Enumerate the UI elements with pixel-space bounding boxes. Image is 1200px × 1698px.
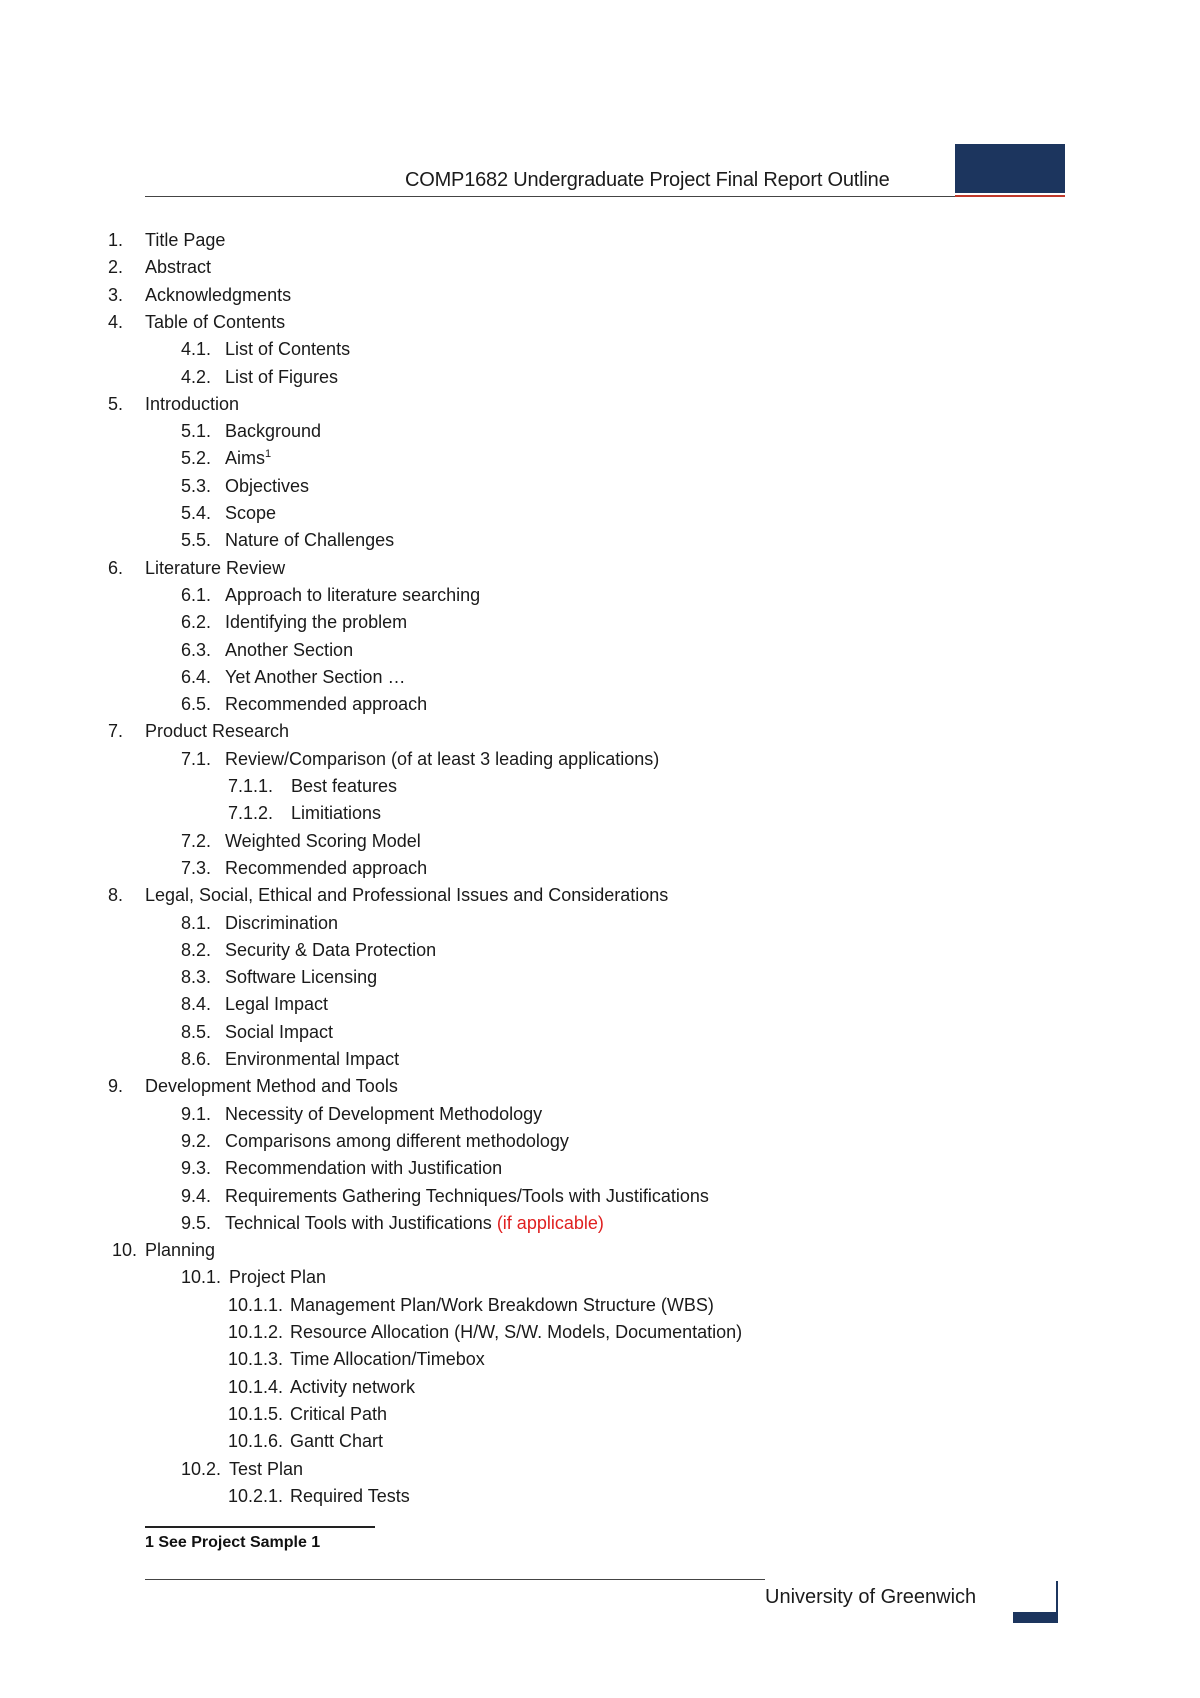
outline-item-number: 9.1.: [181, 1103, 212, 1124]
outline-item-title: Abstract: [145, 257, 212, 278]
page-header-title: COMP1682 Undergraduate Project Final Report Outline: [405, 169, 890, 191]
outline-item-title: Legal Impact: [225, 994, 329, 1015]
outline-item: [181, 609, 407, 636]
outline-item-title: List of Contents: [225, 339, 351, 360]
outline-item-number: 10.1.2.: [228, 1322, 284, 1342]
header-accent-block: [955, 144, 1065, 193]
outline-item: [108, 1073, 398, 1100]
outline-item-title: Nature of Challenges: [225, 530, 395, 551]
outline-item-number: 8.3.: [181, 967, 212, 988]
outline-item: [181, 473, 309, 500]
outline-item: [181, 1210, 604, 1237]
footnote: 1 See Project Sample 1: [145, 1534, 321, 1551]
footer-rule: [145, 1579, 765, 1580]
outline-item-number: 10.2.1.: [228, 1485, 284, 1506]
footer-university: University of Greenwich: [765, 1586, 977, 1608]
outline-item-title: Product Research: [145, 721, 290, 742]
outline-item-number: 10.1.4.: [228, 1376, 284, 1397]
outline-item-title: Scope: [225, 503, 277, 523]
outline-item-number: 3.: [108, 284, 124, 305]
outline-item-title: Weighted Scoring Model: [225, 830, 421, 851]
outline-item-number: 4.2.: [181, 366, 212, 387]
outline-item-title: Yet Another Section …: [225, 666, 406, 687]
outline-item: [181, 937, 436, 964]
outline-item: [181, 1155, 502, 1182]
outline-item: [228, 800, 381, 827]
outline-item: [181, 1264, 326, 1291]
outline-item-number: 5.1.: [181, 421, 212, 442]
outline-item-number: 4.: [108, 311, 124, 332]
outline-item-title: Environmental Impact: [225, 1049, 400, 1069]
outline-item-number: 6.3.: [181, 639, 212, 660]
outline-item: [108, 254, 211, 281]
outline-item-number: 8.6.: [181, 1049, 212, 1069]
outline-item-title: Gantt Chart: [290, 1431, 384, 1452]
outline-item-title: Another Section: [225, 639, 354, 660]
outline-item: [228, 1483, 410, 1510]
outline-item: [228, 1428, 383, 1455]
outline-item-title: Time Allocation/Timebox: [290, 1349, 485, 1370]
outline-item: [181, 746, 659, 773]
outline-item-number: 8.5.: [181, 1021, 212, 1042]
outline-item: [181, 1046, 399, 1073]
outline-item-title: Management Plan/Work Breakdown Structure (WBS): [290, 1294, 714, 1315]
outline-item: [228, 1346, 485, 1373]
outline-item-title: Table of Contents: [145, 311, 286, 332]
outline-item-title: Planning: [145, 1240, 216, 1261]
outline-item-number: 6.2.: [181, 612, 212, 633]
outline-item-number: 7.1.2.: [228, 803, 274, 824]
outline-item-number: 9.: [108, 1076, 124, 1097]
outline-item-note: (if applicable): [496, 1212, 604, 1233]
header-rule: [145, 196, 1065, 197]
outline-item-number: 6.4.: [181, 666, 212, 687]
outline-item: [181, 1183, 709, 1210]
outline-item-title: Legal, Social, Ethical and Professional Issues and Considerations: [145, 885, 669, 906]
outline-item-title: Aims: [225, 448, 265, 469]
outline-item-number: 1.: [108, 230, 124, 250]
outline-item-title: Limitiations: [291, 803, 382, 824]
outline-item-title: Background: [225, 421, 322, 442]
outline-item-title: Recommendation with Justification: [225, 1158, 503, 1179]
outline-item: [108, 227, 225, 254]
outline-item: [228, 773, 397, 800]
outline-item-number: 10.1.6.: [228, 1431, 284, 1452]
outline-item: [181, 910, 338, 937]
outline-item-number: 9.2.: [181, 1130, 212, 1151]
outline-item-number: 5.: [108, 393, 124, 414]
outline-item: [181, 1019, 333, 1046]
outline-item-number: 9.4.: [181, 1185, 212, 1206]
outline-item: [108, 391, 239, 418]
outline-item-title: Test Plan: [229, 1458, 304, 1479]
outline-item-number: 9.3.: [181, 1158, 212, 1179]
outline-item-number: 4.1.: [181, 339, 212, 360]
outline-item: [181, 527, 394, 554]
outline-item-number: 2.: [108, 257, 124, 278]
outline-item-title: Objectives: [225, 475, 310, 496]
outline-item-title: Acknowledgments: [145, 284, 292, 305]
outline-item-number: 8.4.: [181, 994, 212, 1015]
outline-item-number: 10.1.1.: [228, 1294, 284, 1315]
outline-item-title: Title Page: [145, 230, 226, 250]
outline-item: [181, 445, 271, 472]
outline-item: [181, 364, 338, 391]
outline-item-title: Resource Allocation (H/W, S/W. Models, Documentation): [290, 1322, 743, 1342]
outline-item-number: 7.1.1.: [228, 776, 274, 796]
outline-item-number: 7.2.: [181, 830, 212, 851]
outline-item: [181, 828, 421, 855]
outline-item-title: Necessity of Development Methodology: [225, 1103, 543, 1124]
outline-item: [181, 1101, 542, 1128]
outline-item: [228, 1292, 714, 1319]
outline-item: [112, 1237, 215, 1264]
outline-item-number: 10.1.3.: [228, 1349, 284, 1370]
outline-item-title: Technical Tools with Justifications: [225, 1212, 492, 1233]
outline-item: [181, 691, 427, 718]
outline-item-number: 5.2.: [181, 448, 212, 469]
outline-item: [108, 718, 289, 745]
outline-item: [181, 991, 328, 1018]
outline-item-title: Review/Comparison (of at least 3 leading applications): [225, 748, 660, 769]
outline-item: [181, 637, 353, 664]
outline-item-title: Approach to literature searching: [225, 584, 481, 605]
footer-accent-block: [1013, 1612, 1058, 1623]
outline-item-title: Social Impact: [225, 1021, 334, 1042]
outline-item-number: 5.5.: [181, 530, 212, 551]
outline-item-number: 10.1.5.: [228, 1403, 284, 1424]
outline-item: [108, 282, 291, 309]
outline-item-number: 8.: [108, 885, 124, 906]
footnote-reference: 1: [265, 448, 272, 461]
outline-item-number: 10.2.: [181, 1458, 222, 1479]
outline-item-number: 6.5.: [181, 694, 212, 715]
outline-item: [181, 1456, 303, 1483]
outline-item-title: Security & Data Protection: [225, 939, 437, 960]
outline-item-title: Recommended approach: [225, 857, 428, 878]
outline-item-title: List of Figures: [225, 366, 339, 387]
outline-item-title: Project Plan: [229, 1267, 327, 1288]
outline-item-title: Literature Review: [145, 557, 286, 578]
outline-item: [108, 309, 285, 336]
outline-item-number: 5.3.: [181, 475, 212, 496]
outline-item: [181, 336, 350, 363]
outline-item: [228, 1401, 387, 1428]
outline-item: [181, 500, 276, 527]
outline-item: [181, 664, 405, 691]
outline-item-title: Discrimination: [225, 912, 339, 933]
outline-item-number: 10.1.: [181, 1267, 222, 1288]
outline-item-number: 10.: [112, 1240, 138, 1261]
footnote-rule: [145, 1526, 375, 1528]
outline-item-number: 8.2.: [181, 939, 212, 960]
outline-item: [181, 582, 480, 609]
outline-item: [181, 855, 427, 882]
outline-item-title: Comparisons among different methodology: [225, 1130, 569, 1151]
outline-item: [228, 1319, 742, 1346]
outline-item: [181, 418, 321, 445]
outline-item-title: Required Tests: [290, 1485, 410, 1506]
outline-item-number: 7.1.: [181, 748, 212, 769]
outline-item: [108, 882, 668, 909]
outline-item-number: 5.4.: [181, 503, 212, 523]
outline-item-title: Best features: [291, 776, 398, 796]
outline-item: [228, 1374, 415, 1401]
outline-item-number: 6.1.: [181, 584, 212, 605]
outline-item-title: Requirements Gathering Techniques/Tools with Justifications: [225, 1185, 709, 1206]
outline-item-title: Activity network: [290, 1376, 416, 1397]
outline-item-title: Identifying the problem: [225, 612, 408, 633]
outline-item-title: Recommended approach: [225, 694, 428, 715]
outline-item-title: Critical Path: [290, 1403, 388, 1424]
outline-item: [108, 555, 285, 582]
outline-item-number: 6.: [108, 557, 124, 578]
outline-item-title: Development Method and Tools: [145, 1076, 398, 1097]
outline-item-title: Introduction: [145, 393, 240, 414]
header-rule-accent: [955, 195, 1065, 197]
outline-item-title: Software Licensing: [225, 967, 378, 988]
outline-item-number: 7.: [108, 721, 124, 742]
outline-item-number: 7.3.: [181, 857, 212, 878]
outline-item: [181, 964, 377, 991]
outline-item-number: 9.5.: [181, 1212, 212, 1233]
outline-item-number: 8.1.: [181, 912, 212, 933]
outline-item: [181, 1128, 569, 1155]
